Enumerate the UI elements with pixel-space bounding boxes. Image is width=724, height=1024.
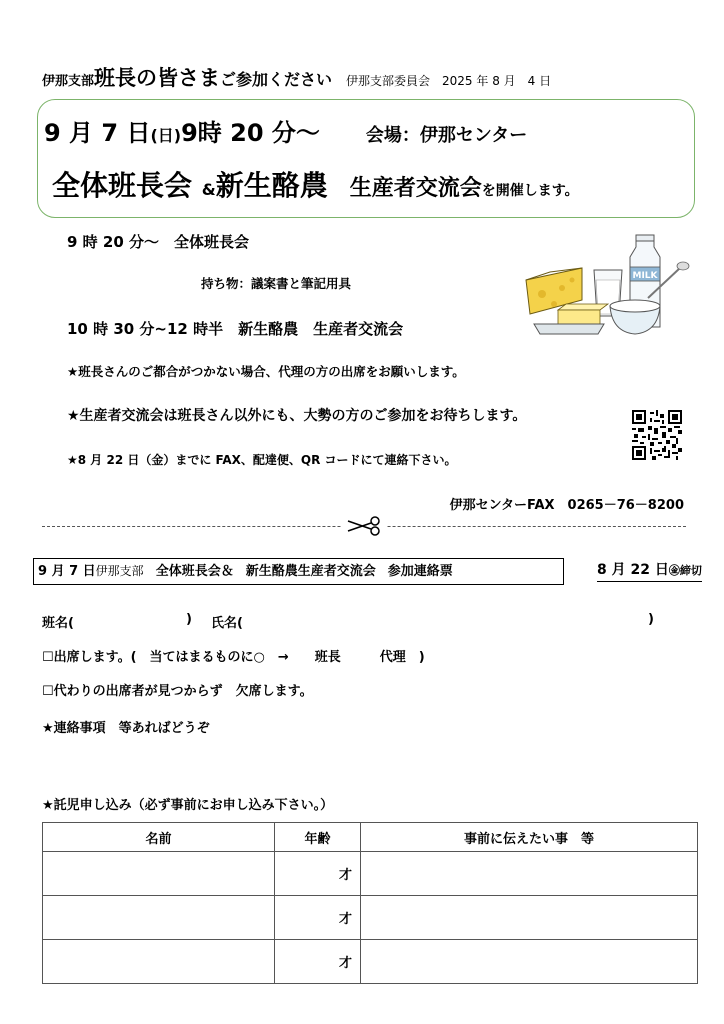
table-row [43, 940, 698, 984]
header-line [42, 62, 551, 92]
han-close: ) [186, 612, 192, 627]
child-age-cell[interactable]: 才 [275, 940, 361, 984]
form-title-branch: 伊那支部 [95, 564, 144, 578]
child-notes-cell[interactable] [361, 852, 698, 896]
event-day: (日) [150, 126, 182, 145]
milk-label: MILK [632, 271, 658, 281]
form-title-box [33, 558, 564, 585]
header-prefix: 伊那支部 [42, 74, 95, 89]
event-date: 9 月 7 日 [44, 119, 151, 147]
header-age: 年齢 [275, 823, 361, 852]
note-welcome: ★生産者交流会は班長さん以外にも、大勢の方のご参加をお待ちします。 [67, 408, 527, 424]
dairy-illustration [520, 232, 692, 344]
schedule-item-2: 10 時 30 分~12 時半 新生酪農 生産者交流会 [67, 320, 404, 338]
child-age-cell[interactable]: 才 [275, 852, 361, 896]
event-amp: & [201, 180, 216, 199]
fax-number: 伊那センターFAX 0265－76－8200 [449, 498, 684, 513]
child-age-cell[interactable]: 才 [275, 896, 361, 940]
event-date-line [44, 113, 527, 148]
table-header-row [43, 823, 698, 852]
issuer-date: 伊那支部委員会 2025 年 8 月 4 日 [346, 74, 552, 88]
name-close: ) [648, 612, 654, 627]
child-notes-cell[interactable] [361, 896, 698, 940]
event-venue: 会場：伊那センター [365, 125, 528, 146]
deadline-label: 締切 [679, 564, 702, 577]
form-title-main1: 全体班長会＆ [155, 564, 234, 579]
attend-option[interactable]: ☐出席します。( 当てはまるものに○ → 班長 代理 ) [42, 650, 425, 665]
han-label: 班名( [42, 616, 74, 631]
event-name-1: 全体班長会 [52, 169, 193, 202]
note-proxy: ★班長さんのご都合がつかない場合、代理の方の出席をお願いします。 [67, 364, 465, 379]
event-held: を開催します。 [481, 183, 579, 199]
note-deadline: ★8 月 22 日（金）までに FAX、配達便、QR コードにて連絡下さい。 [67, 453, 457, 467]
bring-items: 持ち物：議案書と筆記用具 [201, 276, 352, 291]
deadline-date: 8 月 22 日 [597, 562, 669, 578]
event-name-line [52, 164, 579, 204]
form-title-date: 9 月 7 日 [38, 564, 96, 579]
child-name-cell[interactable] [43, 940, 275, 984]
header-notes: 事前に伝えたい事 等 [361, 823, 698, 852]
table-row [43, 896, 698, 940]
event-name-2: 新生酪農 [215, 169, 328, 202]
form-deadline [597, 560, 702, 582]
scissors-icon [342, 514, 386, 538]
deadline-day: ㊎ [668, 564, 680, 577]
header-name: 名前 [43, 823, 275, 852]
childcare-label: ★託児申し込み（必ず事前にお申し込み下さい。） [42, 798, 334, 813]
form-title-main2: 新生酪農生産者交流会 [245, 564, 376, 579]
event-time: 9時 20 分～ [181, 119, 320, 147]
child-name-cell[interactable] [43, 852, 275, 896]
table-row [43, 852, 698, 896]
qr-code[interactable] [632, 410, 682, 460]
contact-label: ★連絡事項 等あればどうぞ [42, 721, 210, 736]
child-name-cell[interactable] [43, 896, 275, 940]
header-subtitle: ご参加ください [220, 70, 333, 89]
form-title-main3: 参加連絡票 [387, 564, 453, 579]
name-label: 氏名( [211, 616, 243, 631]
event-name-3: 生産者交流会 [349, 176, 482, 201]
header-title: 班長の皆さま [94, 66, 221, 90]
schedule-item-1: 9 時 20 分～ 全体班長会 [67, 233, 249, 251]
child-notes-cell[interactable] [361, 940, 698, 984]
absent-option[interactable]: ☐代わりの出席者が見つからず 欠席します。 [42, 684, 313, 699]
childcare-table [42, 822, 698, 984]
